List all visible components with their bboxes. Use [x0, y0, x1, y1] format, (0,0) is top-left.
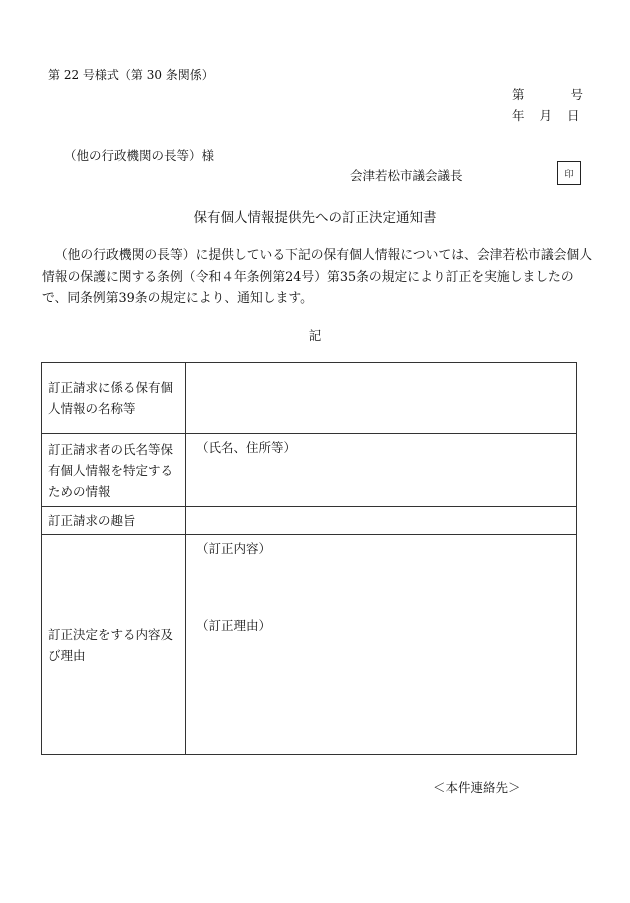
table-row [42, 363, 577, 434]
form-number: 第 22 号様式（第 30 条関係） [48, 68, 214, 82]
document-number-prefix: 第 [512, 87, 525, 102]
seal-box [557, 161, 581, 185]
table-value [186, 363, 577, 434]
document-title: 保有個人情報提供先への訂正決定通知書 [193, 210, 437, 226]
document-number [512, 85, 583, 103]
table-label: 訂正請求者の氏名等保有個人情報を特定するための情報 [42, 434, 186, 507]
contact-heading: ＜本件連絡先＞ [433, 780, 521, 795]
document-date [512, 106, 580, 124]
table-label: 訂正請求の趣旨 [42, 507, 186, 535]
correction-content-label: （訂正内容） [196, 541, 272, 556]
seal-label: 印 [564, 169, 574, 180]
table-row [42, 535, 577, 755]
table-label: 訂正決定をする内容及び理由 [42, 535, 186, 755]
date-month-label: 月 [539, 108, 553, 123]
table-value [186, 507, 577, 535]
table-row [42, 507, 577, 535]
date-day-label: 日 [567, 108, 580, 123]
document-number-suffix: 号 [570, 87, 584, 102]
body-paragraph: （他の行政機関の長等）に提供している下記の保有個人情報については、会津若松市議会個人情報の保護に関する条例（令和４年条例第24号）第35条の規定により訂正を実施しましたので、同条例第39条の規定により、通知します。 [42, 248, 593, 306]
table-value: （氏名、住所等） [186, 434, 577, 507]
date-year-label: 年 [512, 108, 525, 123]
table-label: 訂正請求に係る保有個人情報の名称等 [42, 363, 186, 434]
addressee: （他の行政機関の長等）様 [64, 148, 215, 163]
correction-reason-label: （訂正理由） [196, 618, 272, 633]
sender-name: 会津若松市議会議長 [350, 168, 463, 183]
ki-heading: 記 [308, 328, 322, 343]
info-table [41, 362, 577, 755]
table-value [186, 535, 577, 755]
table-row [42, 434, 577, 507]
